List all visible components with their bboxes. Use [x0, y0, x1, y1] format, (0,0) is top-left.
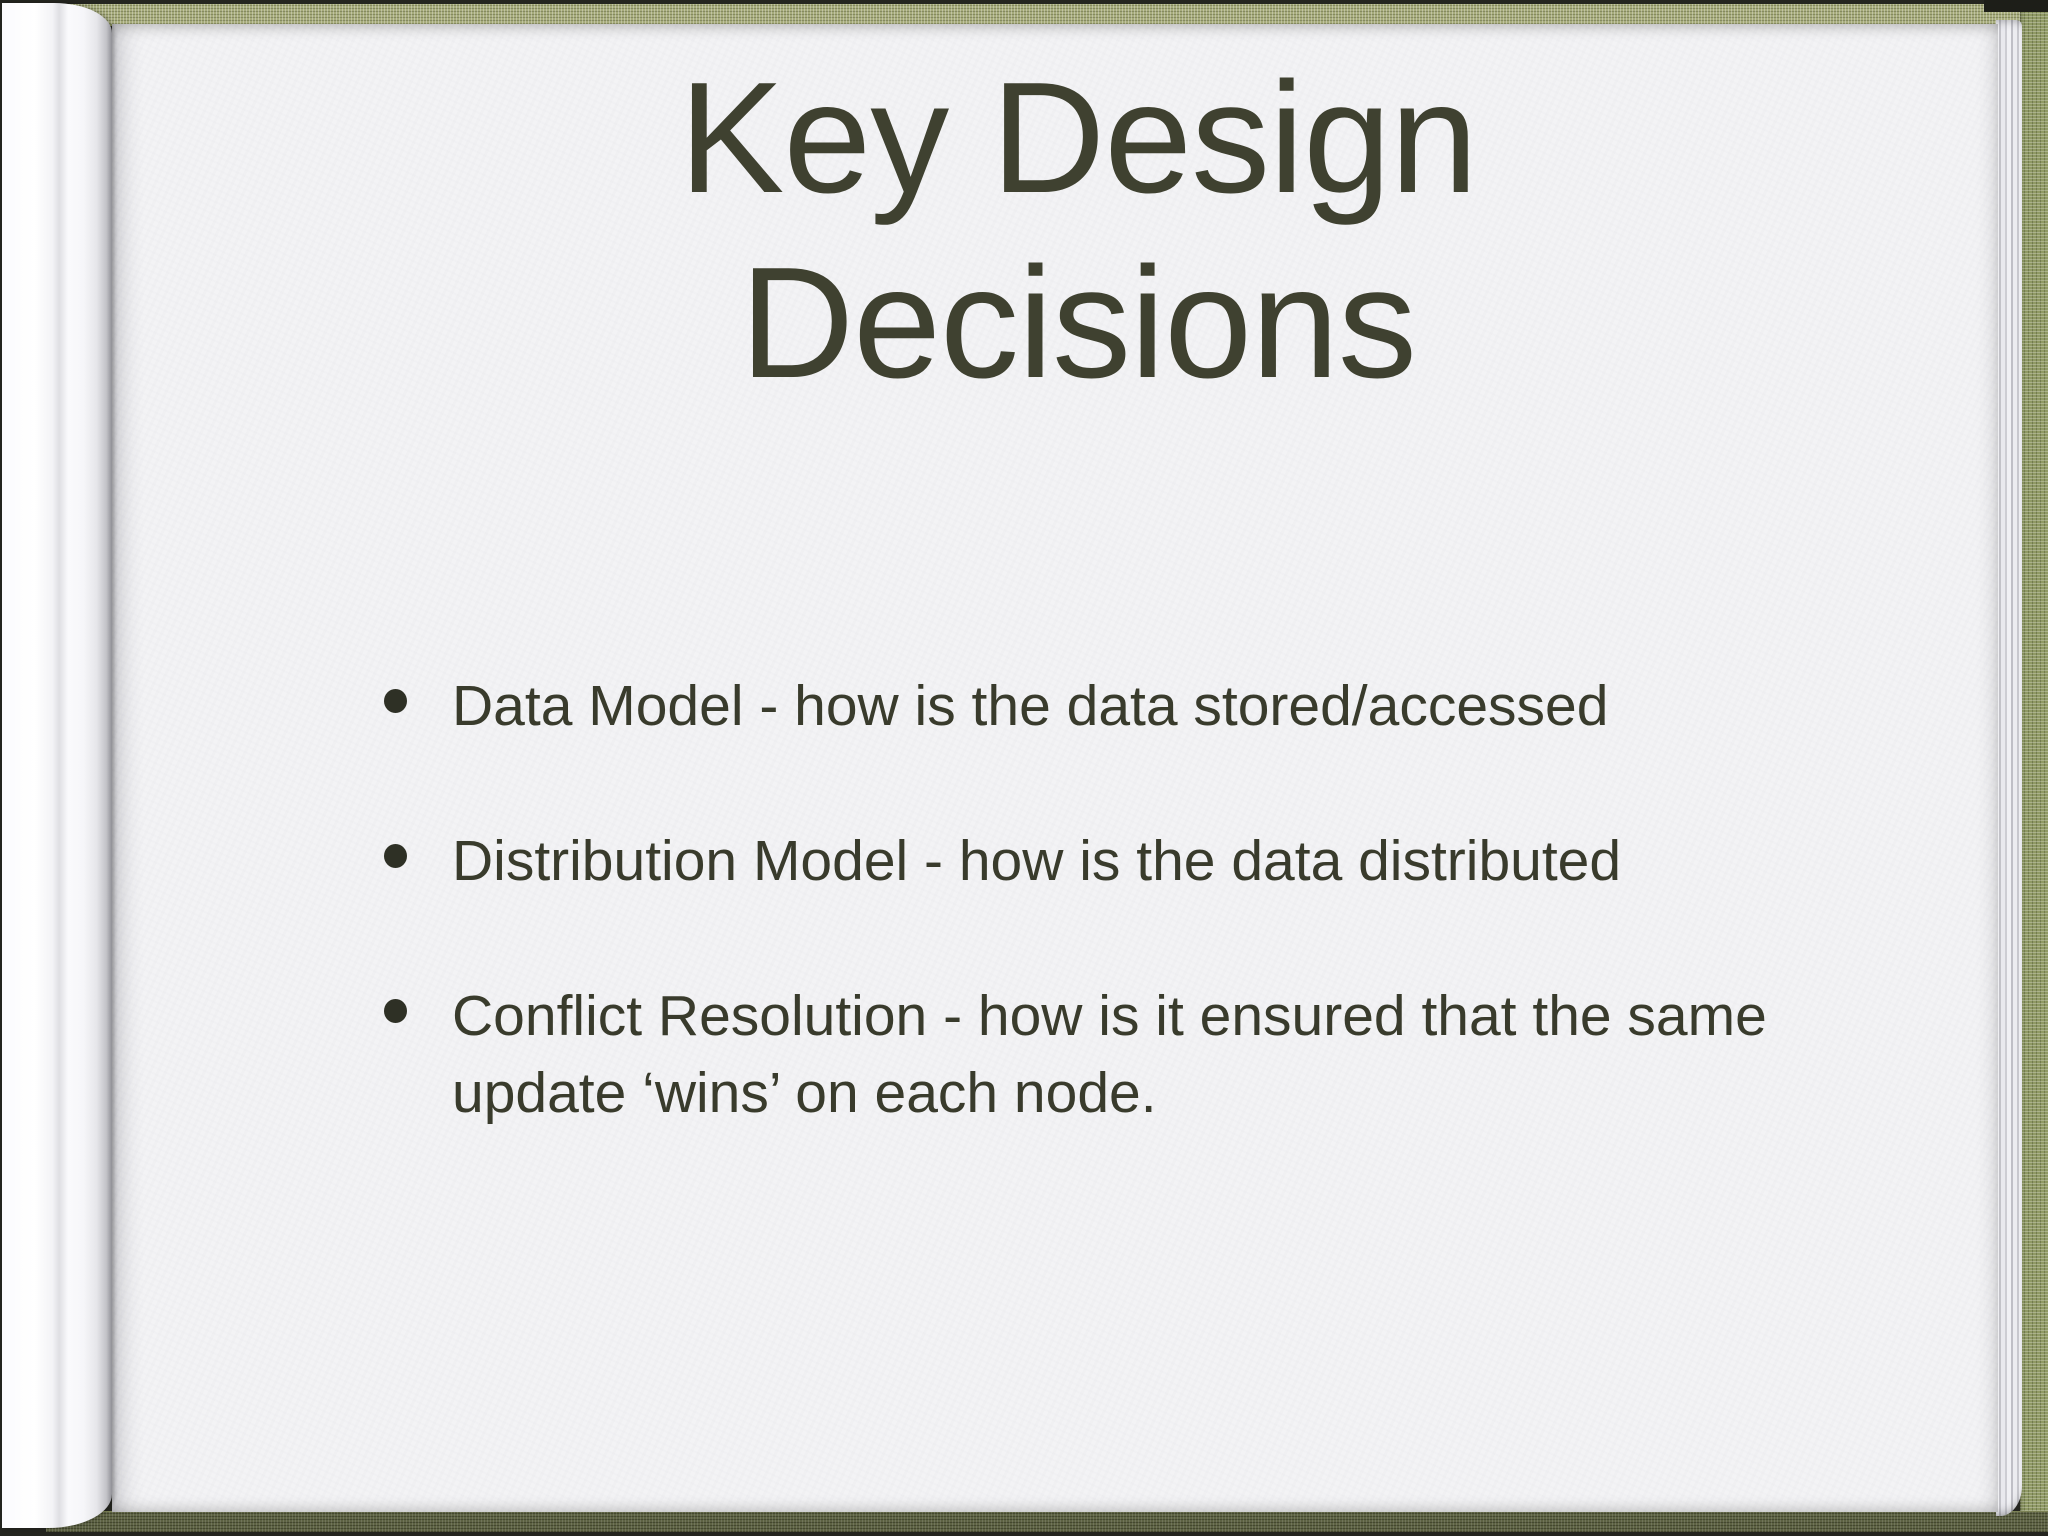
book-cover-right-edge [2020, 8, 2048, 1526]
bullet-item-conflict-resolution [384, 978, 1912, 1132]
bullet-text: Conflict Resolution - how is it ensured that the same update ‘wins’ on each node. [452, 983, 1767, 1125]
bullet-item-data-model [384, 668, 1912, 745]
bullet-list [112, 668, 1998, 1132]
photo-corner-shadow [1984, 0, 2048, 12]
bullet-icon [384, 844, 407, 868]
bullet-item-distribution-model [384, 823, 1912, 900]
book-cover-bottom-edge [46, 1511, 2048, 1532]
slide-title: Key Design Decisions [679, 50, 1477, 411]
book-cover-top-edge [54, 4, 2028, 26]
page-stack-edge [1996, 20, 2022, 1516]
bullet-text: Distribution Model - how is the data distributed [452, 828, 1622, 893]
bullet-icon [384, 999, 407, 1023]
slide-page [112, 24, 1998, 1512]
curled-pages-left [2, 3, 112, 1528]
bullet-text: Data Model - how is the data stored/accessed [452, 673, 1609, 738]
bullet-icon [384, 689, 407, 713]
